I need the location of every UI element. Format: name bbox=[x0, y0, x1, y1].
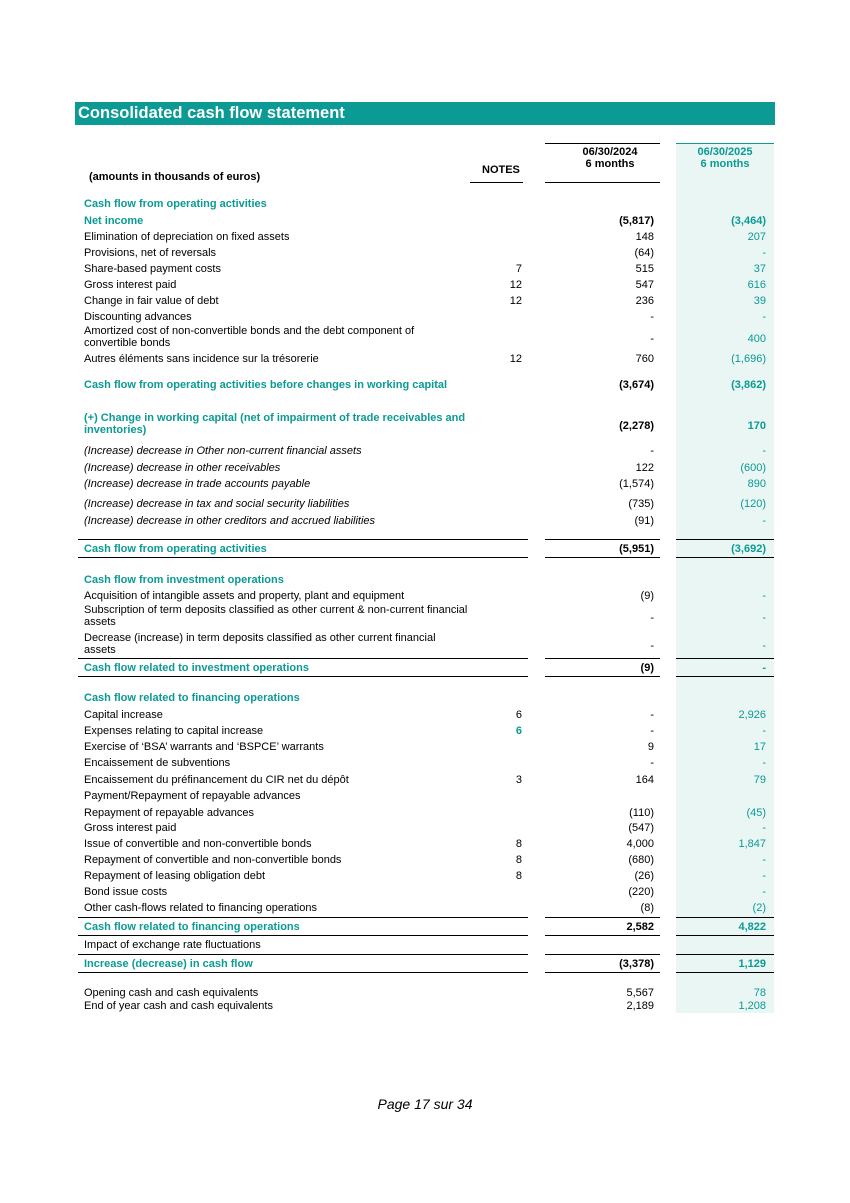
row-value-2024: - bbox=[650, 333, 654, 345]
row-label: Provisions, net of reversals bbox=[84, 247, 217, 259]
row-label: Cash flow from investment operations bbox=[84, 574, 284, 586]
row-value-2024: 148 bbox=[635, 231, 654, 243]
row-note: 12 bbox=[509, 353, 522, 365]
header-top-rule-2024 bbox=[545, 143, 660, 144]
row-label: Exercise of ‘BSA’ warrants and ‘BSPCE’ warrants bbox=[84, 741, 324, 753]
row-label: Capital increase bbox=[84, 709, 163, 721]
row-label: Repayment of repayable advances bbox=[84, 807, 254, 819]
table-rule bbox=[676, 539, 774, 540]
notes-header-rule bbox=[470, 182, 523, 183]
row-label: Encaissement du préfinancement du CIR net du dépôt bbox=[84, 774, 349, 786]
row-value-2024: 5,567 bbox=[626, 987, 654, 999]
row-label: Subscription of term deposits classified as other current & non-current financial assets bbox=[84, 604, 468, 628]
row-value-2024: (220) bbox=[628, 886, 654, 898]
col-2025-date: 06/30/2025 bbox=[697, 146, 753, 158]
table-rule bbox=[78, 972, 528, 973]
table-rule bbox=[78, 676, 528, 677]
row-value-2024: (5,817) bbox=[619, 215, 654, 227]
row-value-2024: 9 bbox=[647, 741, 654, 753]
row-note: 8 bbox=[515, 838, 522, 850]
col-2024-header-rule bbox=[545, 182, 660, 183]
col-2024-period: 6 months bbox=[585, 158, 635, 170]
row-label: Net income bbox=[84, 215, 144, 227]
table-rule bbox=[676, 917, 774, 918]
row-label: Gross interest paid bbox=[84, 279, 177, 291]
row-label: Change in fair value of debt bbox=[84, 295, 219, 307]
row-note: 12 bbox=[509, 279, 522, 291]
table-rule bbox=[676, 676, 774, 677]
row-value-2025: (1,696) bbox=[731, 353, 766, 365]
row-value-2025: 4,822 bbox=[738, 921, 766, 933]
row-value-2024: - bbox=[650, 725, 654, 737]
row-value-2024: (110) bbox=[629, 807, 654, 819]
row-value-2025: (45) bbox=[746, 807, 766, 819]
row-value-2024: (8) bbox=[640, 902, 654, 914]
table-rule bbox=[545, 954, 660, 955]
row-value-2024: - bbox=[650, 640, 654, 652]
row-value-2025: - bbox=[762, 822, 766, 834]
notes-header: NOTES bbox=[482, 164, 520, 176]
row-label: Issue of convertible and non-convertible bonds bbox=[84, 838, 312, 850]
row-label: Cash flow related to financing operations bbox=[84, 692, 300, 704]
table-rule bbox=[78, 557, 528, 558]
row-value-2025: (3,464) bbox=[731, 215, 766, 227]
row-label: Payment/Repayment of repayable advances bbox=[84, 790, 301, 802]
row-value-2025: - bbox=[762, 247, 766, 259]
row-label: Discounting advances bbox=[84, 311, 192, 323]
row-label: Other cash-flows related to financing operations bbox=[84, 902, 317, 914]
row-label: Decrease (increase) in term deposits classified as other current financial assets bbox=[84, 632, 436, 656]
row-label: (Increase) decrease in Other non-current financial assets bbox=[84, 445, 362, 457]
row-value-2025: - bbox=[762, 612, 766, 624]
row-label: Amortized cost of non-convertible bonds and the debt component of convertible bonds bbox=[84, 325, 415, 349]
row-label: Elimination of depreciation on fixed assets bbox=[84, 231, 290, 243]
statement-title: Consolidated cash flow statement bbox=[75, 102, 775, 125]
row-label: Autres éléments sans incidence sur la trésorerie bbox=[84, 353, 319, 365]
row-value-2025: - bbox=[762, 725, 766, 737]
row-note: 8 bbox=[515, 854, 522, 866]
row-value-2025: (2) bbox=[752, 902, 766, 914]
row-value-2025: - bbox=[762, 590, 766, 602]
row-value-2024: (547) bbox=[628, 822, 654, 834]
table-rule bbox=[78, 539, 528, 540]
row-value-2024: (2,278) bbox=[619, 420, 654, 432]
row-value-2024: (26) bbox=[634, 870, 654, 882]
table-rule bbox=[676, 658, 774, 659]
row-note: 12 bbox=[509, 295, 522, 307]
row-value-2024: - bbox=[650, 311, 654, 323]
row-note: 8 bbox=[515, 870, 522, 882]
col-2025-header bbox=[676, 146, 774, 170]
row-value-2025: - bbox=[762, 515, 766, 527]
row-label: Impact of exchange rate fluctuations bbox=[84, 939, 261, 951]
row-label: Repayment of convertible and non-convertible bonds bbox=[84, 854, 342, 866]
row-value-2024: (5,951) bbox=[619, 543, 654, 555]
table-rule bbox=[545, 676, 660, 677]
row-value-2025: - bbox=[762, 870, 766, 882]
row-label: Repayment of leasing obligation debt bbox=[84, 870, 266, 882]
row-label: Cash flow related to investment operations bbox=[84, 662, 309, 674]
page-footer: Page 17 sur 34 bbox=[377, 1096, 473, 1112]
row-value-2025: - bbox=[762, 757, 766, 769]
row-note: 7 bbox=[515, 263, 522, 275]
row-value-2024: - bbox=[650, 612, 654, 624]
table-rule bbox=[78, 658, 528, 659]
row-value-2024: 760 bbox=[635, 353, 654, 365]
col-2024-header bbox=[560, 146, 660, 170]
row-value-2025: (3,692) bbox=[731, 543, 766, 555]
row-label: Cash flow from operating activities bbox=[84, 198, 267, 210]
row-value-2025: 78 bbox=[753, 987, 766, 999]
header-top-rule-2025 bbox=[676, 143, 774, 144]
col-2024-date: 06/30/2024 bbox=[582, 146, 638, 158]
table-rule bbox=[545, 658, 660, 659]
table-rule bbox=[676, 935, 774, 936]
row-value-2024: (1,574) bbox=[619, 478, 654, 490]
row-label: Cash flow from operating activities bbox=[84, 543, 267, 555]
row-value-2025: - bbox=[762, 854, 766, 866]
row-value-2024: (735) bbox=[628, 498, 654, 510]
row-value-2024: 164 bbox=[635, 774, 654, 786]
row-label: Cash flow from operating activities before changes in working capital bbox=[84, 379, 448, 391]
row-value-2024: (91) bbox=[634, 515, 654, 527]
row-label: (Increase) decrease in other creditors and accrued liabilities bbox=[84, 515, 376, 527]
row-value-2025: - bbox=[762, 311, 766, 323]
row-value-2025: 616 bbox=[747, 279, 766, 291]
row-value-2024: 2,189 bbox=[626, 1000, 654, 1012]
table-rule bbox=[78, 954, 528, 955]
row-label: Increase (decrease) in cash flow bbox=[84, 958, 253, 970]
table-rule bbox=[78, 935, 528, 936]
row-value-2025: (600) bbox=[740, 462, 766, 474]
row-label: Expenses relating to capital increase bbox=[84, 725, 264, 737]
row-value-2024: (9) bbox=[640, 662, 654, 674]
row-value-2024: (680) bbox=[628, 854, 654, 866]
row-value-2024: 4,000 bbox=[626, 838, 654, 850]
row-value-2025: 2,926 bbox=[738, 709, 766, 721]
row-value-2024: (3,378) bbox=[619, 958, 654, 970]
row-value-2025: 79 bbox=[753, 774, 766, 786]
row-value-2025: - bbox=[762, 886, 766, 898]
row-value-2024: - bbox=[650, 709, 654, 721]
row-value-2025: (3,862) bbox=[731, 379, 766, 391]
table-rule bbox=[545, 539, 660, 540]
row-value-2024: - bbox=[650, 445, 654, 457]
row-value-2025: (120) bbox=[740, 498, 766, 510]
table-rule bbox=[676, 954, 774, 955]
row-value-2025: - bbox=[762, 662, 766, 674]
row-value-2025: 1,208 bbox=[738, 1000, 766, 1012]
row-label: (Increase) decrease in tax and social security liabilities bbox=[84, 498, 350, 510]
row-value-2025: - bbox=[762, 445, 766, 457]
row-note: 6 bbox=[515, 709, 522, 721]
row-value-2024: (3,674) bbox=[619, 379, 654, 391]
row-label: (Increase) decrease in trade accounts payable bbox=[84, 478, 311, 490]
row-note: 6 bbox=[515, 725, 522, 737]
row-value-2024: 236 bbox=[635, 295, 654, 307]
table-rule bbox=[545, 917, 660, 918]
row-value-2025: - bbox=[762, 640, 766, 652]
table-rule bbox=[676, 557, 774, 558]
amounts-note: (amounts in thousands of euros) bbox=[89, 171, 261, 183]
table-rule bbox=[676, 972, 774, 973]
table-rule bbox=[545, 557, 660, 558]
row-label: Gross interest paid bbox=[84, 822, 177, 834]
table-rule bbox=[78, 917, 528, 918]
row-label: (+) Change in working capital (net of impairment of trade receivables and inventories) bbox=[84, 412, 466, 436]
row-value-2024: - bbox=[650, 757, 654, 769]
row-label: End of year cash and cash equivalents bbox=[84, 1000, 273, 1012]
row-value-2025: 400 bbox=[747, 333, 766, 345]
row-value-2024: 122 bbox=[635, 462, 654, 474]
row-label: Encaissement de subventions bbox=[84, 757, 231, 769]
row-value-2024: 547 bbox=[635, 279, 654, 291]
row-label: Share-based payment costs bbox=[84, 263, 221, 275]
row-value-2025: 37 bbox=[753, 263, 766, 275]
table-rule bbox=[545, 972, 660, 973]
row-value-2025: 1,847 bbox=[738, 838, 766, 850]
row-value-2025: 890 bbox=[747, 478, 766, 490]
row-label: Acquisition of intangible assets and property, plant and equipment bbox=[84, 590, 405, 602]
row-value-2024: (64) bbox=[634, 247, 654, 259]
row-note: 3 bbox=[515, 774, 522, 786]
row-value-2024: 2,582 bbox=[626, 921, 654, 933]
row-value-2024: 515 bbox=[635, 263, 654, 275]
row-value-2025: 170 bbox=[747, 420, 766, 432]
table-rule bbox=[545, 935, 660, 936]
row-value-2024: (9) bbox=[640, 590, 654, 602]
row-label: (Increase) decrease in other receivables bbox=[84, 462, 281, 474]
row-value-2025: 1,129 bbox=[738, 958, 766, 970]
row-value-2025: 17 bbox=[753, 741, 766, 753]
row-value-2025: 39 bbox=[753, 295, 766, 307]
col-2025-period: 6 months bbox=[700, 158, 750, 170]
row-label: Bond issue costs bbox=[84, 886, 168, 898]
row-value-2025: 207 bbox=[747, 231, 766, 243]
row-label: Cash flow related to financing operations bbox=[84, 921, 300, 933]
row-label: Opening cash and cash equivalents bbox=[84, 987, 259, 999]
